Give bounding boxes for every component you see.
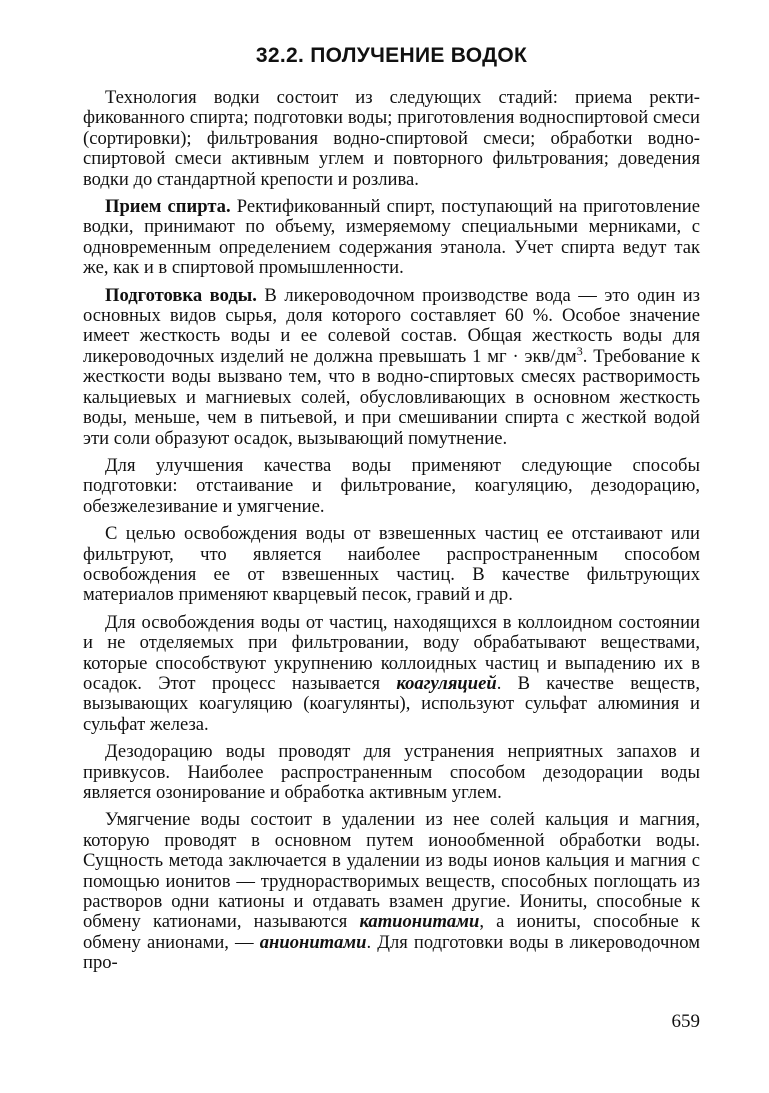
paragraph-2-text: Ректификованный спирт, поступающий на приготовление водки, принимают по объему, измеряемому специальными мерниками, с одновременным определением содержания этанола. Учет спирта ведут так же, как и в спиртовой промышленности. (83, 196, 700, 279)
body-text (83, 88, 700, 981)
paragraph-3 (83, 286, 700, 449)
paragraph-7: Дезодорацию воды проводят для устранения неприятных запахов и привкусов. Наиболее распространенным способом дезодорации воды является озонирование и обработка активным углем. (83, 741, 700, 803)
paragraph-6-text-after: . В качестве веществ, вызывающих коагуляцию (коагулянты), используют сульфат алюминия и сульфат железа. (83, 672, 700, 735)
paragraph-8-text-before: Умягчение воды состоит в удалении из нее солей кальция и магния, которую проводят в основном путем ионообменной обработки воды. Сущность метода заключается в удалении из воды ионов кальция и магния с помощью ионитов — труднорастворимых веществ, способных поглощать из растворов одни катионы и отдавать взамен другие. Иониты, способные к обмену катионами, называются (83, 809, 700, 933)
paragraph-6-text-before: Для освобождения воды от частиц, находящихся в коллоидном состоянии и не отделяемых при фильтровании, воду обрабатывают веществами, которые способствуют укрупнению коллоидных частиц и выпадению их в осадок. Этот процесс называется (83, 611, 700, 694)
page-number: 659 (671, 1011, 700, 1032)
section-title: 32.2. ПОЛУЧЕНИЕ ВОДОК (255, 44, 528, 67)
paragraph-6 (83, 613, 700, 735)
paragraph-8-text-middle: , а иониты, способные к обмену анионами, — (83, 911, 700, 953)
book-page (83, 0, 700, 1093)
paragraph-8-text-after: . Для подготовки воды в ликероводочном про- (83, 931, 700, 974)
paragraph-8 (83, 810, 700, 973)
paragraph-2-heading: Прием спирта. (105, 196, 231, 218)
term-coagulation: коагуляцией (396, 672, 497, 694)
paragraph-2 (83, 197, 700, 279)
term-cationites: катионитами (359, 911, 480, 933)
paragraph-5: С целью освобождения воды от взвешенных частиц ее отстаивают или фильтруют, что является наиболее распространенным способом освобождения ее от взвешенных частиц. В качестве фильтрующих материалов применяют кварцевый песок, гравий и др. (83, 523, 700, 606)
term-anionites: анионитами (259, 931, 367, 953)
paragraph-1: Технология водки состоит из следующих стадий: приема ректификованного спирта; подготовки воды; приготовления водноспиртовой смеси (сортировки); фильтрования водно-спиртовой смеси; обработки водно-спиртовой смеси активным углем и повторного фильтрования; доведения водки до стандартной крепости и розлива. (83, 87, 700, 190)
paragraph-3-text-after: . Требование к жесткости воды вызвано тем, что в водно-спиртовых смесях растворимость кальциевых и магниевых солей, обусловливающих в основном жесткость воды, меньше, чем в питьевой, и при смешивании спирта с жесткой водой эти соли образуют осадок, вызывающий помутнение. (83, 345, 700, 449)
paragraph-4: Для улучшения качества воды применяют следующие способы подготовки: отстаивание и фильтрование, коагуляцию, дезодорацию, обезжелезивание и умягчение. (83, 454, 700, 517)
paragraph-3-heading: Подготовка воды. (105, 284, 257, 306)
superscript-3: 3 (576, 343, 583, 358)
paragraph-3-text-before: В ликероводочном производстве вода — это один из основных видов сырья, доля которого составляет 60 %. Особое значение имеет жесткость воды и ее солевой состав. Общая жесткость воды для ликероводочных изделий не должна превышать 1 мг · экв/дм (83, 284, 700, 367)
